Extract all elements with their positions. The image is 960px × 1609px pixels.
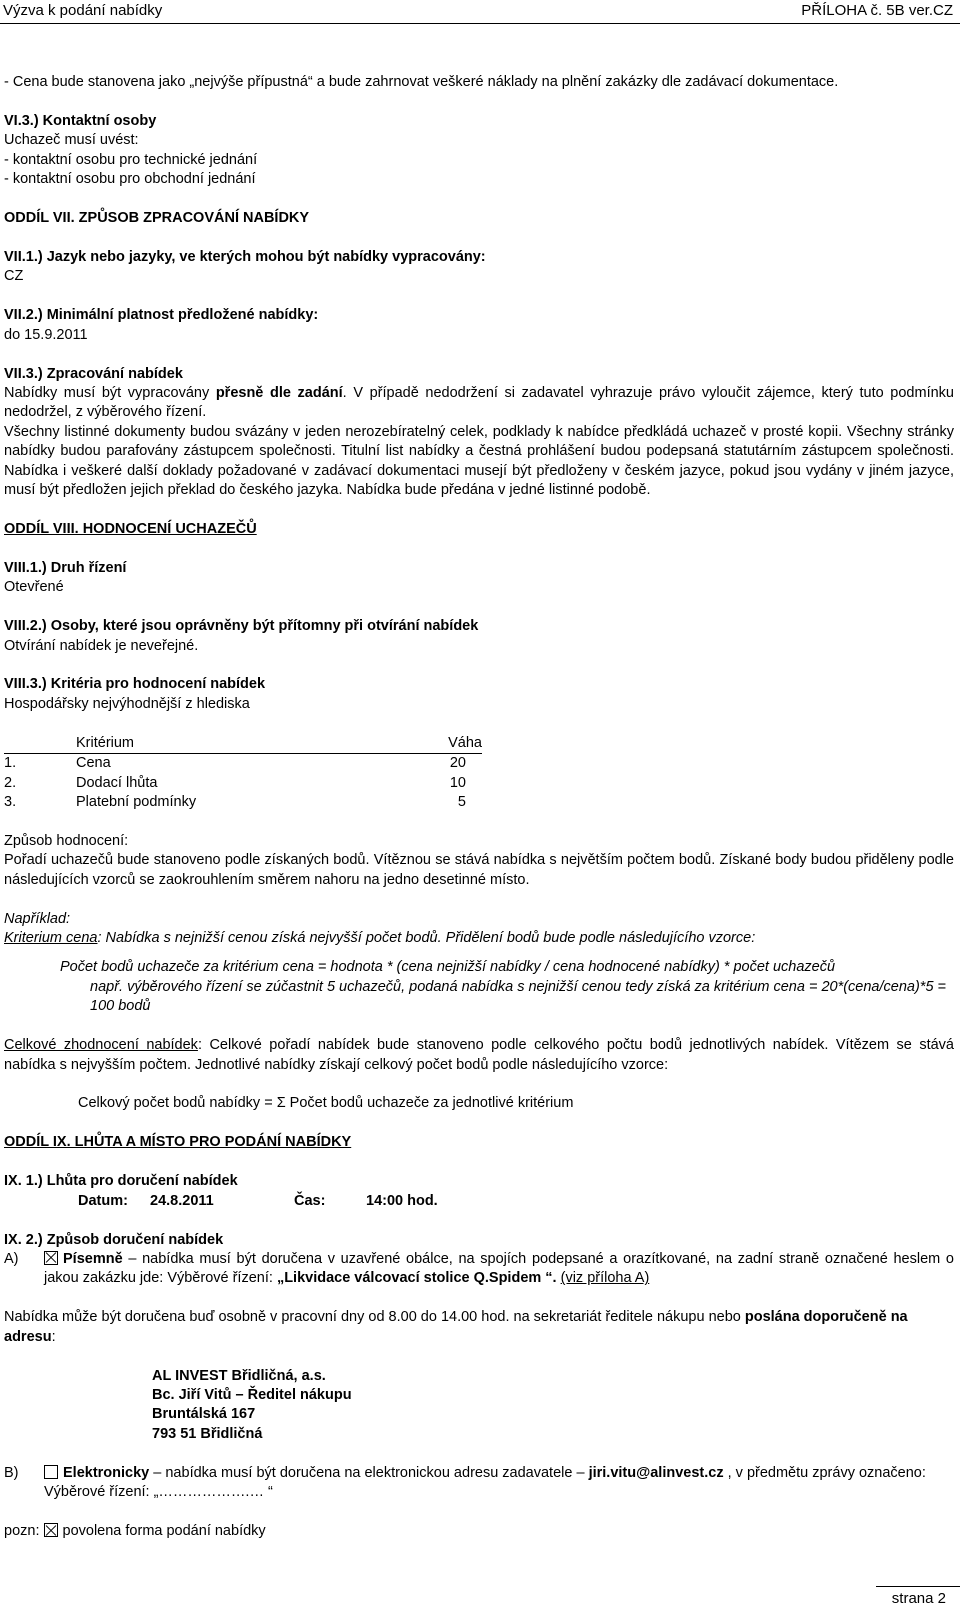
checked-box-icon <box>44 1523 58 1537</box>
section-vii3-paragraph-1: Nabídky musí být vypracovány přesně dle zadání. V případě nedodržení si zadavatel vyhrazuje právo vyloučit zájemce, který tuto podmínku nedodržel, z výběrového řízení. <box>4 384 954 421</box>
criteria-table <box>4 734 482 813</box>
address-line: AL INVEST Břidličná, a.s. <box>152 1367 326 1384</box>
page-number: strana 2 <box>891 1590 946 1607</box>
checked-box-icon <box>44 1251 58 1265</box>
section-viii1-title: VIII.1.) Druh řízení <box>4 559 127 576</box>
price-formula-example: např. výběrového řízení se zúčastnit 5 uchazečů, podaná nabídka s nejnižší cenou tedy získá za kritérium cena = 20*(cena/cena)*5 = 100 bodů <box>90 978 947 1015</box>
section-ix2-title: IX. 2.) Způsob doručení nabídek <box>4 1231 224 1248</box>
header-rule <box>0 23 960 24</box>
header-attachment-label: PŘÍLOHA č. 5B ver.CZ <box>801 2 953 19</box>
table-row: 3. Platební podmínky 5 <box>4 793 466 810</box>
deadline-line: Datum: 24.8.2011 Čas: 14:00 hod. <box>78 1192 438 1209</box>
total-points-formula: Celkový počet bodů nabídky = Σ Počet bodů uchazeče za jednotlivé kritérium <box>78 1095 574 1112</box>
list-item: - kontaktní osobu pro obchodní jednání <box>4 171 256 188</box>
note-line: pozn: povolena forma podání nabídky <box>4 1523 266 1540</box>
evaluation-method-text: Pořadí uchazečů bude stanoveno podle získaných bodů. Vítěznou se stává nabídka s největším počtem bodů. Získané body budou přiděleny podle následujících vzorců se zaokrouhlením směrem nahoru na jedno desetinné místo. <box>4 852 954 888</box>
section-viii2-value: Otvírání nabídek je neveřejné. <box>4 637 199 654</box>
overall-evaluation-text: Celkové zhodnocení nabídek: Celkové pořadí nabídek bude stanoveno podle celkového počtu bodů jednotlivých nabídek. Vítězem se stává nabídka s nejvyšším počtem. Jednotlivé nabídky získají celkový počet bodů podle následujícího vzorce: <box>4 1037 954 1073</box>
section-vii2-value: do 15.9.2011 <box>4 326 88 343</box>
table-row: 2. Dodací lhůta 10 <box>4 774 466 791</box>
address-line: 793 51 Břidličná <box>152 1425 263 1442</box>
section-vii2-title: VII.2.) Minimální platnost předložené nabídky: <box>4 307 319 324</box>
section-viii3-value: Hospodářsky nejvýhodnější z hlediska <box>4 695 250 712</box>
section-vii1-value: CZ <box>4 268 24 285</box>
price-note: - Cena bude stanovena jako „nejvýše přípustná“ a bude zahrnovat veškeré náklady na plnění zakázky dle zadávací dokumentace. <box>4 74 839 90</box>
section-vi3-title: VI.3.) Kontaktní osoby <box>4 112 157 129</box>
table-row: 1. Cena 20 <box>4 755 466 772</box>
page-header <box>0 0 960 25</box>
section-ix-title: ODDÍL IX. LHŮTA A MÍSTO PRO PODÁNÍ NABÍDKY <box>4 1134 352 1151</box>
section-ix1-title: IX. 1.) Lhůta pro doručení nabídek <box>4 1173 238 1190</box>
footer-rule <box>876 1586 960 1587</box>
section-viii2-title: VIII.2.) Osoby, které jsou oprávněny být přítomny při otvírání nabídek <box>4 618 479 635</box>
section-vii1-title: VII.1.) Jazyk nebo jazyky, ve kterých mohou být nabídky vypracovány: <box>4 248 486 265</box>
address-line: Bruntálská 167 <box>152 1406 256 1423</box>
document-body <box>4 73 954 1541</box>
price-formula: Počet bodů uchazeče za kritérium cena = hodnota * (cena nejnižší nabídky / cena hodnocené nabídky) * počet uchazečů <box>60 959 836 976</box>
section-vi3-intro: Uchazeč musí uvést: <box>4 132 139 149</box>
criteria-column-header: Kritérium <box>76 734 402 754</box>
weight-column-header: Váha <box>402 734 482 754</box>
option-b: B) Elektronicky – nabídka musí být doručena na elektronickou adresu zadavatele – jiri.vitu@alinvest.cz , v předmětu zprávy označeno: Výběrové řízení: „……………….… “ <box>4 1464 926 1501</box>
criteria-table-header <box>4 734 482 754</box>
address-line: Bc. Jiří Vitů – Ředitel nákupu <box>152 1387 352 1403</box>
list-item: - kontaktní osobu pro technické jednání <box>4 151 258 168</box>
example-label: Například: <box>4 910 71 927</box>
header-title: Výzva k podání nabídky <box>3 2 163 19</box>
section-vii3-paragraph-2: Všechny listinné dokumenty budou svázány v jeden nerozebíratelný celek, podklady k nabídce předkládá uchazeč v prosté kopii. Všechny stránky nabídky budou parafovány zástupcem společnosti. Titulní list nabídky a čestná prohlášení budou podepsaná statutárním zástupcem společnosti. Nabídka i veškeré další doklady požadované v zadávací dokumentaci musejí být předloženy v českém jazyce, pokud jsou vydány v jiném jazyce, musí být předložen jejich překlad do českého jazyka. Nabídka bude předána v jedné listinné podobě. <box>4 423 954 498</box>
section-viii-title: ODDÍL VIII. HODNOCENÍ UCHAZEČŮ <box>4 520 257 537</box>
section-viii3-title: VIII.3.) Kritéria pro hodnocení nabídek <box>4 676 266 693</box>
section-vii3-title: VII.3.) Zpracování nabídek <box>4 365 183 382</box>
unchecked-box-icon <box>44 1465 58 1479</box>
option-a: A) Písemně – nabídka musí být doručena v uzavřené obálce, na spojích podepsané a orazítkované, na zadní straně označené heslem o jakou zakázku jde: Výběrové řízení: „Likvidace válcovací stolice Q.Spidem “. (viz příloha A) <box>4 1250 954 1287</box>
section-vii-title: ODDÍL VII. ZPŮSOB ZPRACOVÁNÍ NABÍDKY <box>4 210 310 227</box>
evaluation-method-title: Způsob hodnocení: <box>4 832 129 849</box>
delivery-text: Nabídka může být doručena buď osobně v pracovní dny od 8.00 do 14.00 hod. na sekretariát ředitele nákupu nebo poslána doporučeně na adresu: <box>4 1309 908 1345</box>
section-viii1-value: Otevřené <box>4 579 64 596</box>
price-criterion-text: Kriterium cena: Nabídka s nejnižší cenou získá nejvyšší počet bodů. Přidělení bodů bude podle následujícího vzorce: <box>4 930 756 946</box>
